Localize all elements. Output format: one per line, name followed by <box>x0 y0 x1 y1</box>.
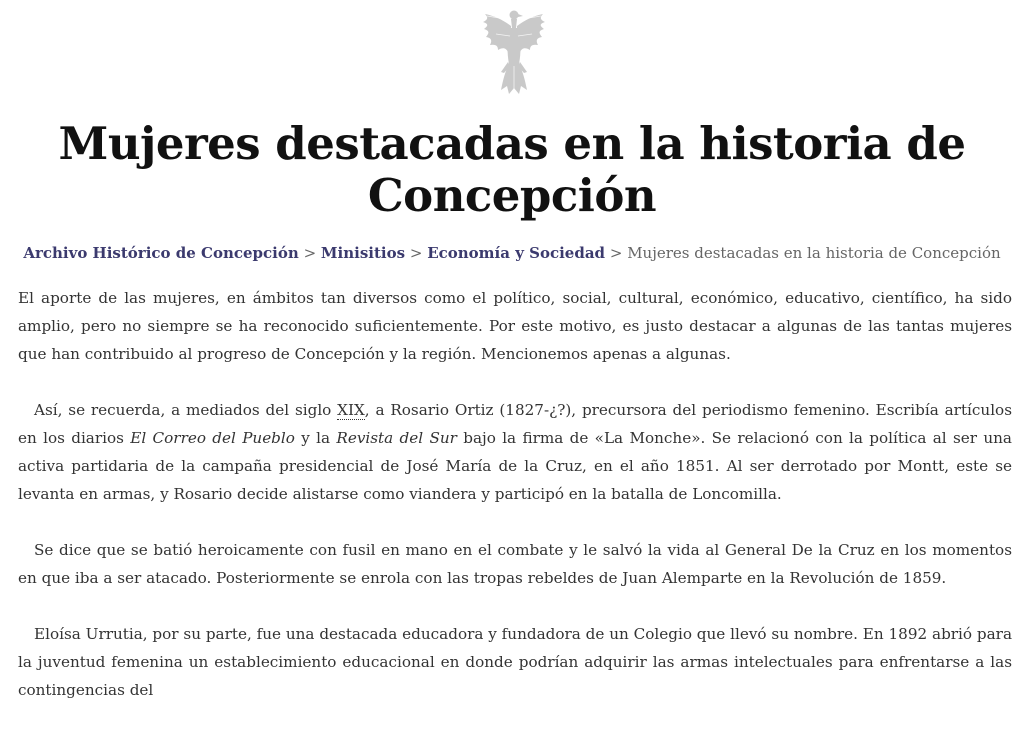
breadcrumb-current: Mujeres destacadas en la historia de Concepción <box>627 244 1001 262</box>
breadcrumb-link-minisitios[interactable]: Minisitios <box>320 244 406 262</box>
article-paragraph-4: Eloísa Urrutia, por su parte, fue una destacada educadora y fundadora de un Colegio que llevó su nombre. En 1892 abrió para la juventud femenina un establecimiento educacional en donde podrían adquirir las armas intelectuales para enfrentarse a las contingencias del <box>18 625 1012 699</box>
page-title-line2: Concepción <box>367 169 657 222</box>
article-paragraph-2-text-d: bajo la firma de «La Monche». Se relacionó con la política al ser una activa partidaria de la campaña presidencial de José María de la Cruz, en el año 1851. Al ser derrotado por Montt, este se levanta en armas, y Rosario decide alistarse como viandera y participó en la batalla de Loncomilla. <box>18 429 1012 503</box>
article-content <box>18 284 1012 732</box>
breadcrumb-separator: > <box>303 244 317 262</box>
article-paragraph-2 <box>18 396 1012 508</box>
article-paragraph-2-text-c: y la <box>294 429 337 447</box>
article-paragraph-1: El aporte de las mujeres, en ámbitos tan diversos como el político, social, cultural, económico, educativo, científico, ha sido amplio, pero no siempre se ha reconocido suficientemente. Por este motivo, es justo destacar a algunas de las tantas mujeres que han contribuido al progreso de Concepción y la región. Mencionemos apenas a algunas. <box>18 289 1012 363</box>
newspaper-title: El Correo del Pueblo <box>130 429 295 447</box>
eagle-emblem-icon[interactable] <box>481 6 547 100</box>
breadcrumb <box>0 242 1024 264</box>
breadcrumb-separator: > <box>609 244 623 262</box>
article-paragraph-3: Se dice que se batió heroicamente con fusil en mano en el combate y le salvó la vida al General De la Cruz en los momentos en que iba a ser atacado. Posteriormente se enrola con las tropas rebeldes de Juan Alemparte en la Revolución de 1859. <box>18 541 1012 587</box>
article-paragraph-2-text-b: , a Rosario Ortiz (1827-¿?), precursora del periodismo femenino. Escribía artículos en los diarios <box>18 401 1012 447</box>
century-abbr: XIX <box>337 401 365 419</box>
page-title-line1: Mujeres destacadas en la historia de <box>58 117 966 170</box>
page-title <box>0 118 1024 222</box>
breadcrumb-separator: > <box>409 244 423 262</box>
article-paragraph-2-text-a: Así, se recuerda, a mediados del siglo <box>34 401 338 419</box>
newspaper-title: Revista del Sur <box>336 429 457 447</box>
breadcrumb-link-archivo[interactable]: Archivo Histórico de Concepción <box>23 244 299 262</box>
breadcrumb-link-economia[interactable]: Economía y Sociedad <box>427 244 606 262</box>
